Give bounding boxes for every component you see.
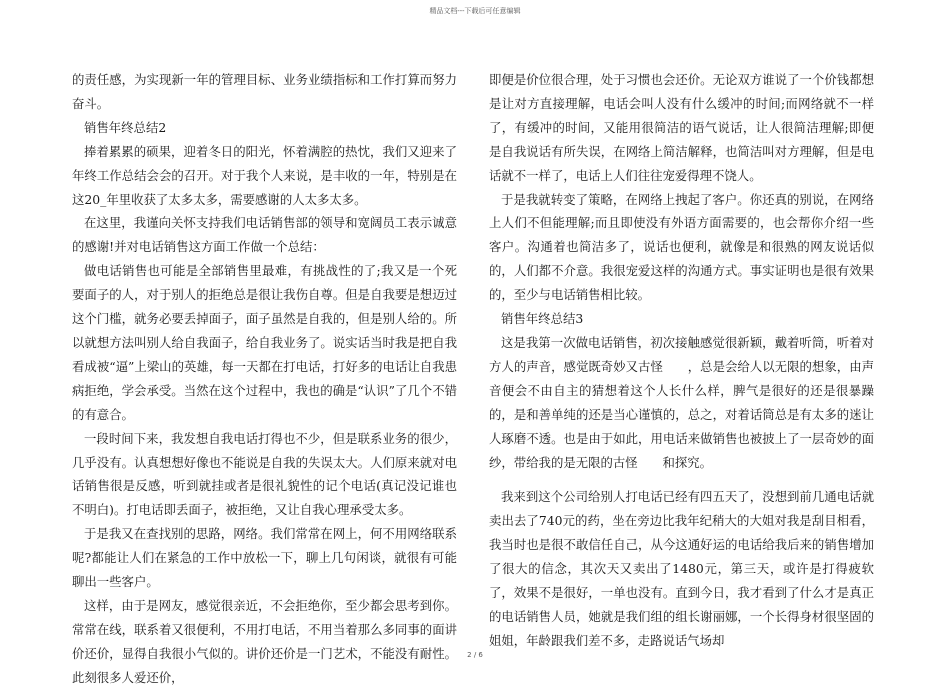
paragraph: 我来到这个公司给别人打电话已经有四五天了，没想到前几通电话就卖出去了740元的药，坐在旁边比我年纪稍大的大姐对我是刮目相看，我当时也是很不敢信任自己，从今这通好运的电话给我后来的销售增加了很大的信念，其次天又卖出了1480元，第三天，或许是打得疲软了，效果不是很好，一单也没有。直到今日，我才看到了什么才是真正的电话销售人员，她就是我们组的组长谢丽娜，一个长得身材很坚固的姐姐，年龄跟我们差不多，走路说话气场却 [489, 489, 874, 648]
paragraph: 销售年终总结2 [84, 119, 167, 135]
paragraph: 这样，由于是网友，感觉很亲近，不会拒绝你，至少都会思考到你。常常在线，联系着又很便利，不用打电话，不用当着那么多同事的面讲价还价，显得自我很小气似的。讲价还价是一门艺术，不能没有耐性。此刻很多人爱还价， [72, 597, 457, 685]
left-column [72, 68, 457, 690]
right-column [489, 68, 874, 653]
paragraph: 于是我就转变了策略，在网络上拽起了客户。你还真的别说，在网络上人们不但能理解;而且即使没有外语方面需要的，也会帮你介绍一些客户。沟通着也简洁多了，说话也便利，就像是和很熟的网友说话似的，人们都不介意。我很宠爱这样的沟通方式。事实证明也是很有效果的，至少与电话销售相比较。 [489, 191, 874, 303]
paragraph: 做电话销售也可能是全部销售里最难，有挑战性的了;我又是一个死要面子的人，对于别人的拒绝总是很让我伤自尊。但是自我要是想迈过这个门槛，就务必要丢掉面子，面子虽然是自我的，但是别人给的。所以就想方法叫别人给自我面子，给自我业务了。说实话当时我是把自我看成被“逼”上梁山的英雄，每一天都在打电话，打好多的电话让自我患病拒绝，学会承受。当然在这个过程中，我也的确是“认识”了几个不错的有意合。 [72, 263, 457, 422]
paragraph: 一段时间下来，我发想自我电话打得也不少，但是联系业务的很少，几乎没有。认真想想好像也不能说是自我的失误太大。人们原来就对电话销售很是反感，听到就挂或者是很礼貌性的记个电话(真记没记谁也不明白)。打电话即丢面子，被拒绝，又让自我心理承受太多。 [72, 430, 457, 518]
paragraph: 在这里，我谨向关怀支持我们电话销售部的领导和宽阔员工表示诚意的感谢!并对电话销售这方面工作做一个总结： [72, 215, 457, 255]
page-number: 2 / 6 [467, 651, 483, 659]
page-header: 精品文档---下载后可任意编辑 [429, 7, 521, 15]
paragraph: 即便是价位很合理，处于习惯也会还价。无论双方谁说了一个价钱都想是让对方直接理解，电话会叫人没有什么缓冲的时间;而网络就不一样了，有缓冲的时间，又能用很简洁的语气说话，让人很简洁理解;即便是自我说话有所失误，在网络上简洁解释，也简洁叫对方理解，但是电话就不一样了，电话上人们往往宠爱得理不饶人。 [489, 72, 874, 183]
paragraph: 销售年终总结3 [501, 311, 584, 327]
paragraph: 于是我又在查找别的思路，网络。我们常常在网上，何不用网络联系呢?都能让人们在紧急的工作中放松一下，聊上几句闲谈，就很有可能聊出一些客户。 [72, 526, 457, 590]
paragraph: 的责任感，为实现新一年的管理目标、业务业绩指标和工作打算而努力奋斗。 [72, 72, 457, 111]
paragraph: 捧着累累的硕果，迎着冬日的阳光，怀着满腔的热忱，我们又迎来了年终工作总结会会的召开。对于我个人来说，是丰收的一年，特别是在这20_年里收获了太多太多，需要感谢的人太多太多。 [72, 143, 457, 207]
paragraph: 这是我第一次做电话销售，初次接触感觉很新颖，戴着听筒，听着对方人的声音，感觉既奇妙又古怪 ，总是会给人以无限的想象，由声音便会不由自主的猜想着这个人长什么样，脾气是很好的还是很暴躁的，是和善单纯的还是当心谨慎的，总之，对着话筒总是有太多的迷让人琢磨不透。也是由于如此，用电话来做销售也被披上了一层奇妙的面纱，带给我的是无限的古怪 和探究。 [489, 334, 874, 470]
